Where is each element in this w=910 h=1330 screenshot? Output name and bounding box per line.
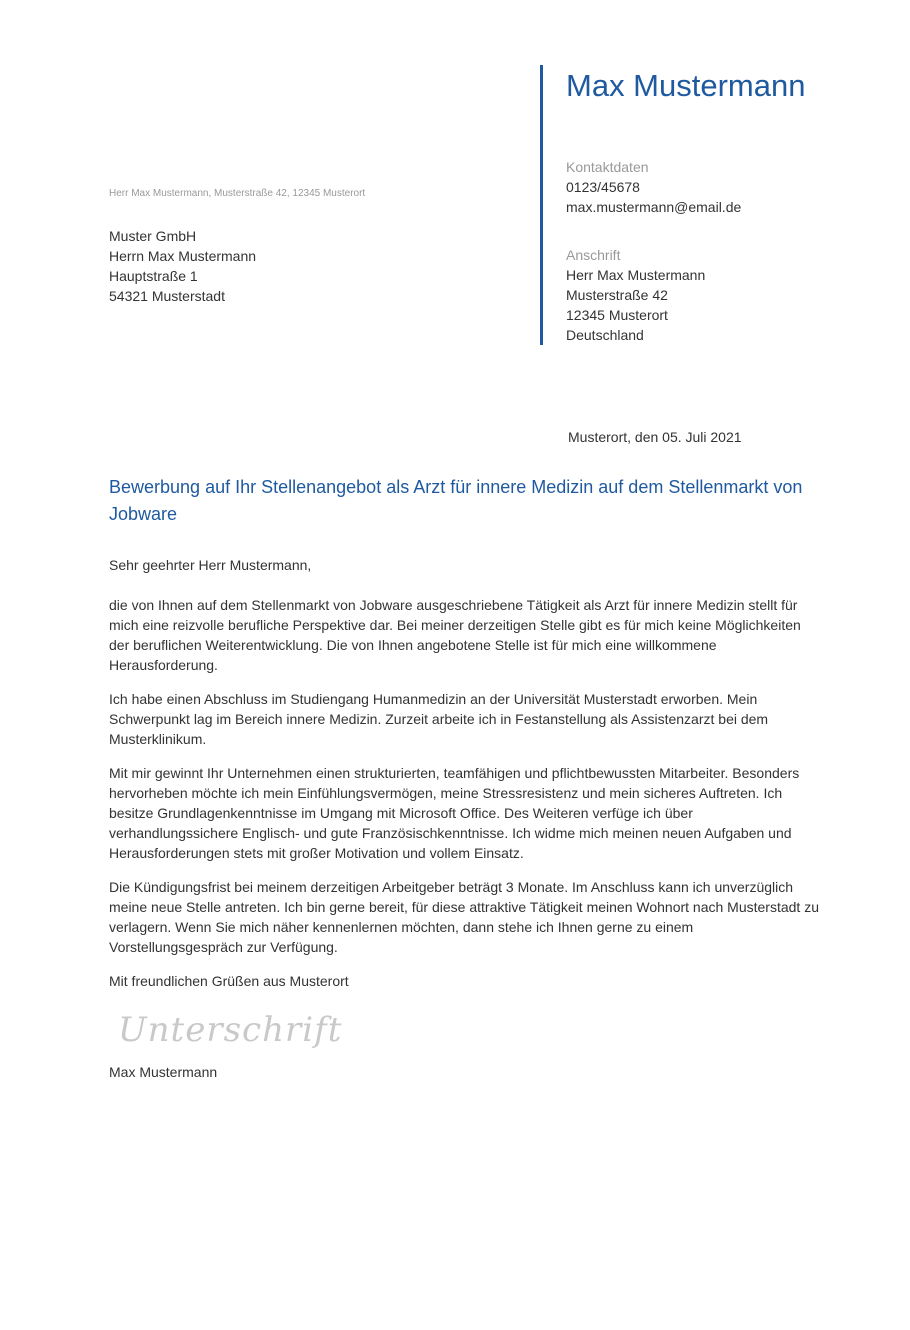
recipient-line: 54321 Musterstadt	[109, 288, 225, 304]
recipient-line: Hauptstraße 1	[109, 268, 198, 284]
phone-number: 0123/45678	[566, 179, 640, 195]
recipient-line: Herrn Max Mustermann	[109, 248, 257, 264]
signer-name: Max Mustermann	[109, 1064, 218, 1080]
contact-label: Kontaktdaten	[566, 159, 649, 175]
recipient-address-block	[109, 226, 256, 306]
contact-block	[566, 157, 741, 217]
body-paragraph: Ich habe einen Abschluss im Studiengang Humanmedizin an der Universität Musterstadt erworben. Mein Schwerpunkt lag im Bereich innere Medizin. Zurzeit arbeite ich in Festanstellung als Assistenzarzt bei dem Musterklinikum.	[109, 691, 769, 747]
closing-line: Mit freundlichen Grüßen aus Musterort	[109, 973, 349, 989]
applicant-name-title: Max Mustermann	[566, 68, 806, 103]
recipient-line: Muster GmbH	[109, 228, 197, 244]
body-paragraph: Mit mir gewinnt Ihr Unternehmen einen strukturierten, teamfähigen und pflichtbewussten Mitarbeiter. Besonders hervorheben möchte ich mein Einfühlungsvermögen, meine Stressresistenz und mein sicheres Auftreten. Ich besitze Grundlagenkenntnisse im Umgang mit Microsoft Office. Des Weiteren verfüge ich über verhandlungssichere Englisch- und gute Französischkenntnisse. Ich widme mich meinen neuen Aufgaben und Herausforderungen stets mit großer Motivation und vollem Einsatz.	[109, 765, 800, 861]
address-line: 12345 Musterort	[566, 307, 668, 323]
header-accent-rule	[540, 65, 543, 345]
salutation: Sehr geehrter Herr Mustermann,	[109, 557, 312, 573]
address-line: Herr Max Mustermann	[566, 267, 706, 283]
address-label: Anschrift	[566, 247, 621, 263]
signature-placeholder: Unterschrift	[118, 1010, 343, 1050]
address-line: Deutschland	[566, 327, 644, 343]
letter-date: Musterort, den 05. Juli 2021	[568, 429, 742, 445]
letter-subject: Bewerbung auf Ihr Stellenangebot als Arzt für innere Medizin auf dem Stellenmarkt von Jobware	[109, 477, 803, 524]
body-paragraph: die von Ihnen auf dem Stellenmarkt von Jobware ausgeschriebene Tätigkeit als Arzt für innere Medizin stellt für mich eine reizvolle berufliche Perspektive dar. Bei meiner derzeitigen Stelle gibt es für mich keine Möglichkeiten der beruflichen Weiterentwicklung. Die von Ihnen angebotene Stelle ist für mich eine willkommene Herausforderung.	[109, 597, 801, 673]
applicant-address-block	[566, 245, 705, 345]
address-line: Musterstraße 42	[566, 287, 668, 303]
email-address: max.mustermann@email.de	[566, 199, 742, 215]
sender-return-line: Herr Max Mustermann, Musterstraße 42, 12345 Musterort	[109, 188, 366, 199]
body-paragraph: Die Kündigungsfrist bei meinem derzeitigen Arbeitgeber beträgt 3 Monate. Im Anschluss kann ich unverzüglich meine neue Stelle antreten. Ich bin gerne bereit, für diese attraktive Tätigkeit meinen Wohnort nach Musterstadt zu verlagern. Wenn Sie mich näher kennenlernen möchten, dann stehe ich Ihnen gerne zu einem Vorstellungsgespräch zur Verfügung.	[109, 879, 819, 955]
letter-body	[109, 555, 821, 1005]
